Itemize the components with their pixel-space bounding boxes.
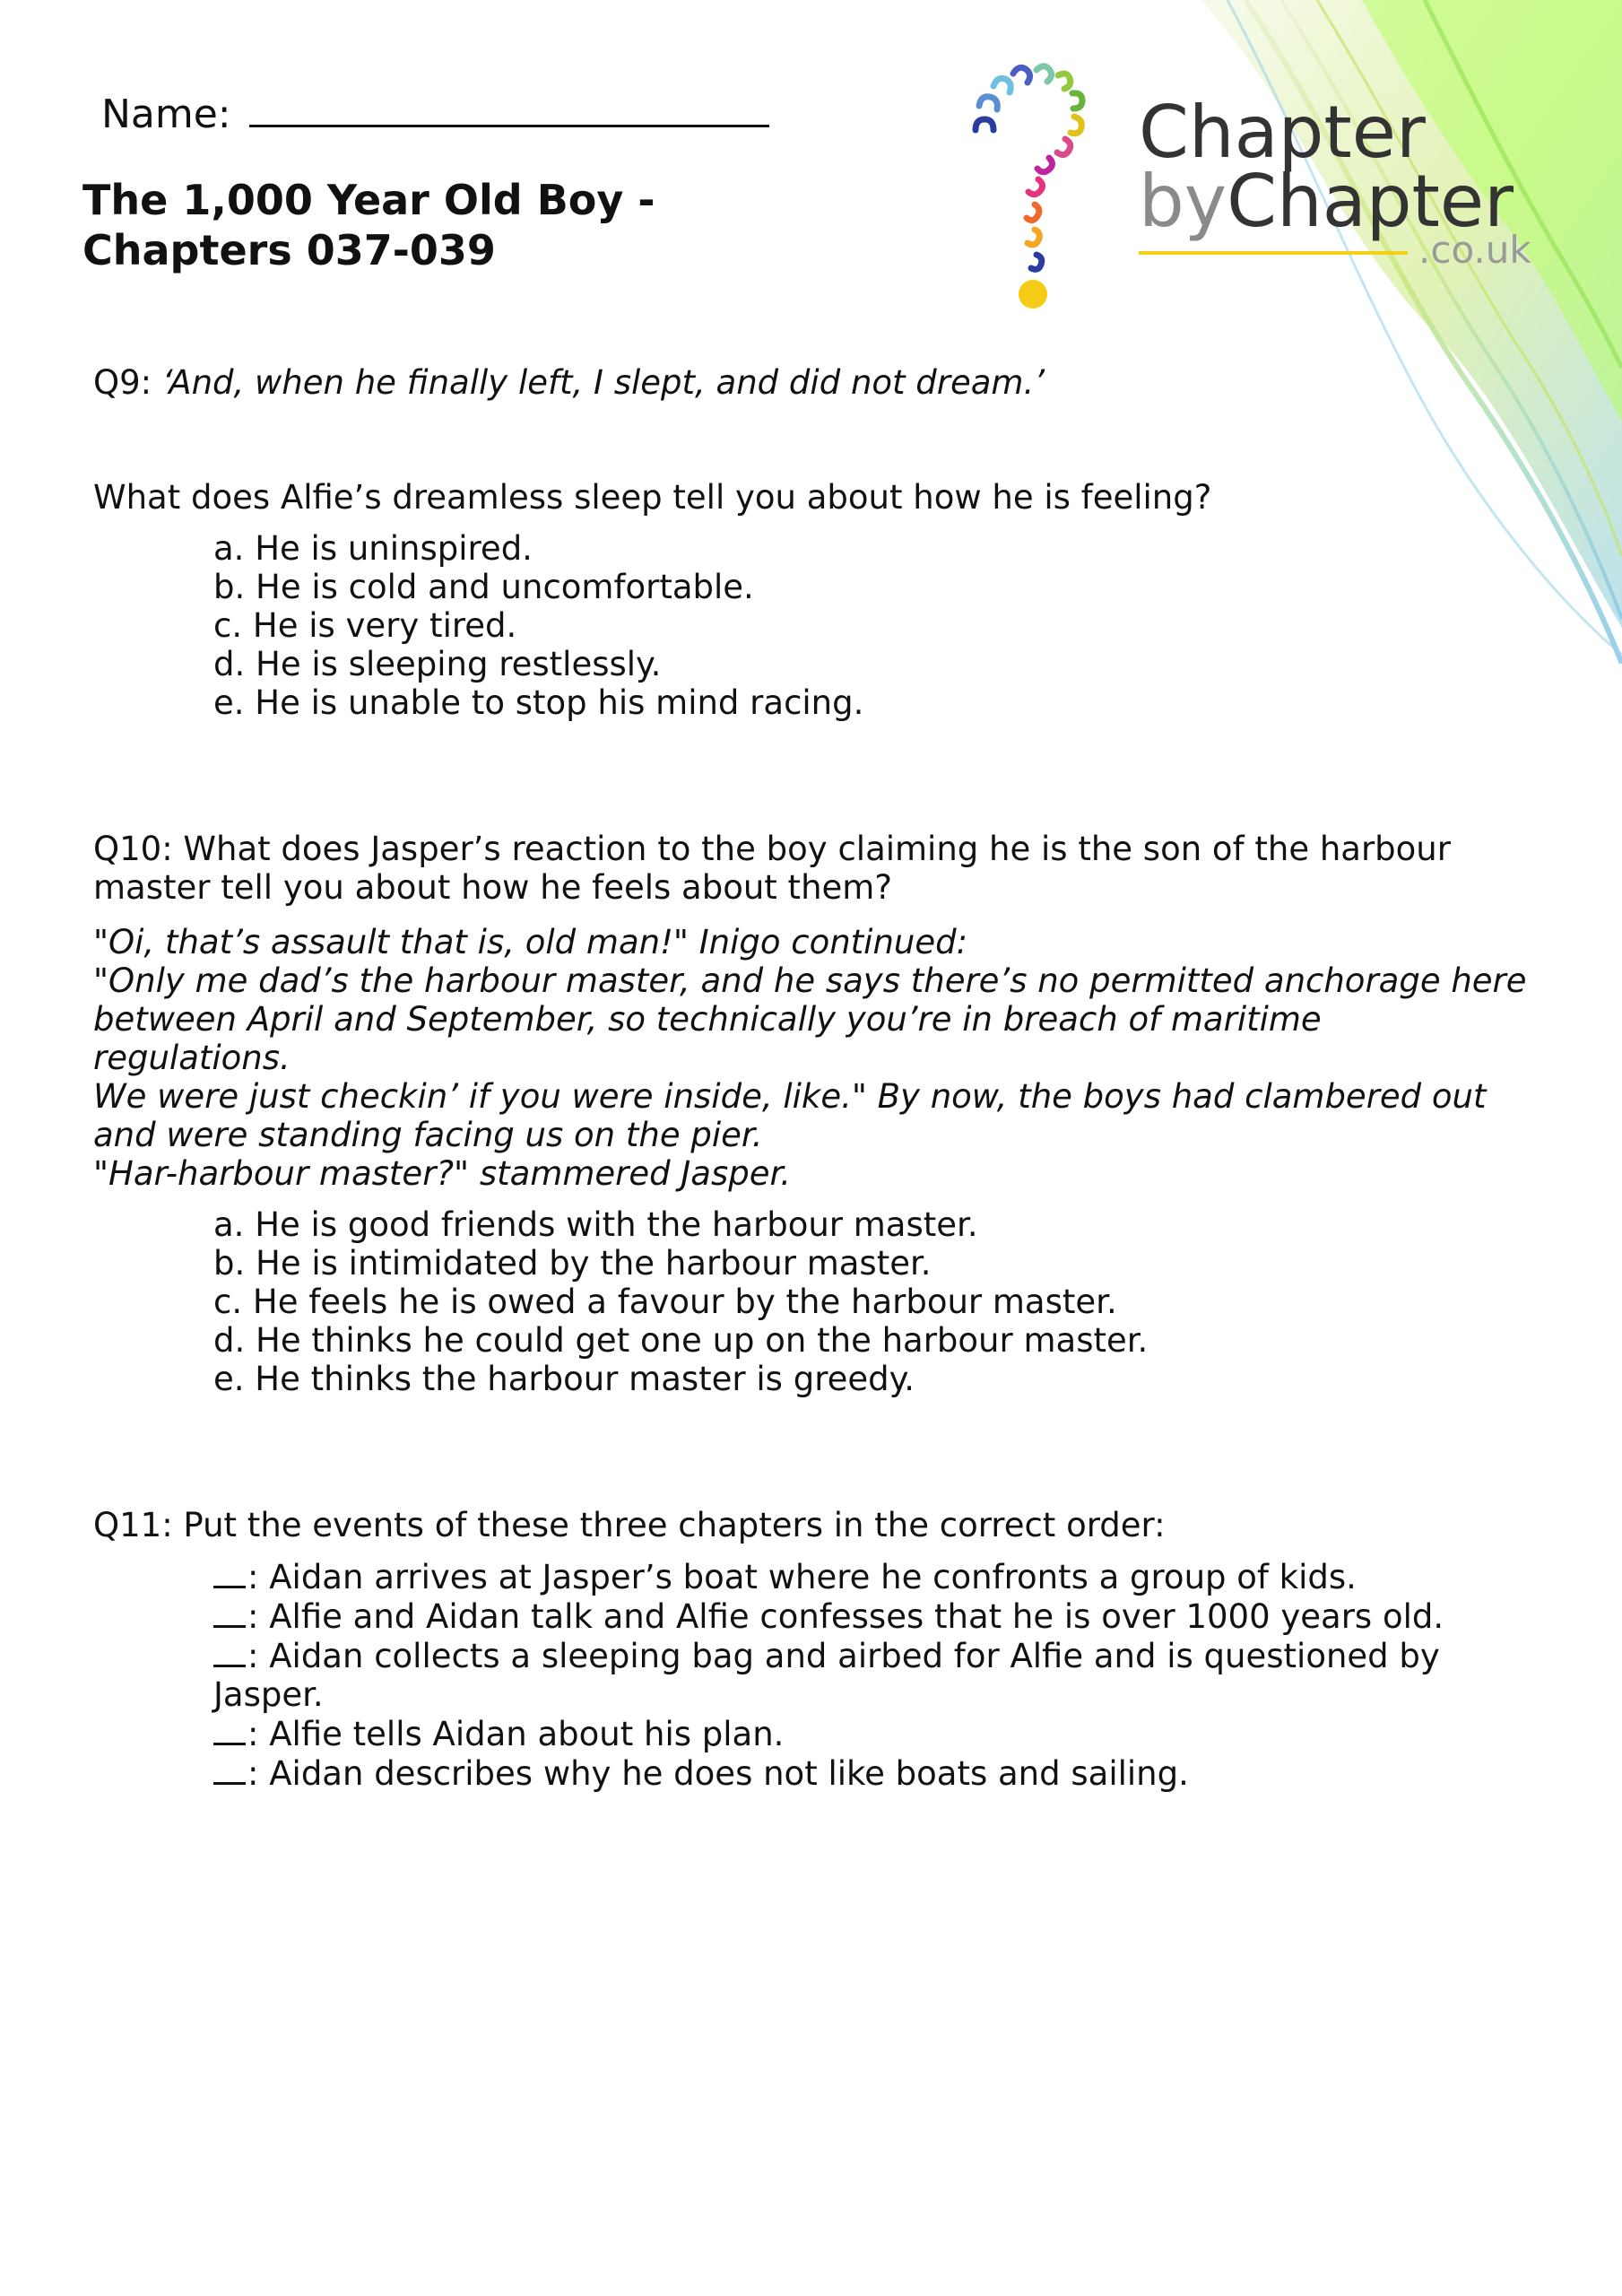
q9-prompt xyxy=(93,363,1528,402)
chapter-by-chapter-logo xyxy=(959,54,1551,314)
questions xyxy=(93,363,1528,1793)
logo-word-chapter: Chapter xyxy=(1139,91,1426,174)
q11-event-3-continued: Jasper. xyxy=(213,1675,324,1714)
order-blank[interactable] xyxy=(213,1714,246,1745)
passage-line: "Only me dad’s the harbour master, and he says there’s no permitted anchorage here xyxy=(93,961,1527,1000)
title-line-1: The 1,000 Year Old Boy - xyxy=(82,176,655,224)
q11-events xyxy=(213,1557,1528,1793)
q9-option-e[interactable]: e. He is unable to stop his mind racing. xyxy=(213,683,864,722)
event-text: : Alfie and Aidan talk and Alfie confesses that he is over 1000 years old. xyxy=(247,1597,1444,1636)
q11-event-2 xyxy=(213,1596,1528,1636)
event-text: : Aidan collects a sleeping bag and airbed for Alfie and is questioned by xyxy=(247,1637,1440,1675)
order-blank[interactable] xyxy=(213,1596,246,1628)
title-line-2: Chapters 037-039 xyxy=(82,226,496,274)
spacer xyxy=(93,1398,1528,1506)
spacer xyxy=(93,722,1528,830)
q10-option-a[interactable]: a. He is good friends with the harbour master. xyxy=(213,1205,978,1244)
q11-question: Q11: Put the events of these three chapters in the correct order: xyxy=(93,1506,1166,1544)
q10-question xyxy=(93,830,1528,907)
q11-event-3 xyxy=(213,1636,1528,1675)
q9-label: Q9: xyxy=(93,363,152,402)
q11-event-1 xyxy=(213,1557,1528,1596)
q9-option-a[interactable]: a. He is uninspired. xyxy=(213,529,533,568)
event-text: : Aidan arrives at Jasper’s boat where he confronts a group of kids. xyxy=(247,1558,1357,1596)
q10-option-c[interactable]: c. He feels he is owed a favour by the harbour master. xyxy=(213,1283,1117,1321)
q10-option-d[interactable]: d. He thinks he could get one up on the harbour master. xyxy=(213,1321,1149,1360)
q9-question: What does Alfie’s dreamless sleep tell you about how he is feeling? xyxy=(93,478,1212,517)
logo-domain: .co.uk xyxy=(1418,228,1531,272)
q10-options xyxy=(213,1205,1528,1398)
q10-question-line-1: Q10: What does Jasper’s reaction to the boy claiming he is the son of the harbour xyxy=(93,830,1451,868)
q9-quote: ‘And, when he finally left, I slept, and did not dream.’ xyxy=(161,363,1045,402)
question-mark-books-icon xyxy=(959,54,1103,314)
question-11 xyxy=(93,1506,1528,1793)
event-text: : Alfie tells Aidan about his plan. xyxy=(247,1715,785,1753)
q9-option-b[interactable]: b. He is cold and uncomfortable. xyxy=(213,568,754,606)
question-10 xyxy=(93,830,1528,1398)
q10-passage xyxy=(93,923,1528,1193)
order-blank[interactable] xyxy=(213,1557,246,1588)
passage-line: "Oi, that’s assault that is, old man!" Inigo continued: xyxy=(93,923,968,961)
name-label: Name: xyxy=(101,91,231,137)
logo-word-by: by xyxy=(1139,160,1227,243)
q11-event-5 xyxy=(213,1753,1528,1793)
name-blank-line[interactable] xyxy=(249,92,769,127)
logo-word-bychapter xyxy=(1139,160,1514,243)
q9-option-c[interactable]: c. He is very tired. xyxy=(213,606,517,645)
passage-line: between April and September, so technically you’re in breach of maritime regulations. xyxy=(93,1000,1322,1077)
q9-options xyxy=(213,529,1528,722)
order-blank[interactable] xyxy=(213,1753,246,1785)
question-9 xyxy=(93,363,1528,402)
logo-word-chapter-2: Chapter xyxy=(1227,160,1514,243)
order-blank[interactable] xyxy=(213,1636,246,1667)
q9-option-d[interactable]: d. He is sleeping restlessly. xyxy=(213,645,662,683)
logo-underline xyxy=(1139,251,1408,255)
question-9-body xyxy=(93,478,1528,722)
name-field[interactable] xyxy=(101,91,769,137)
passage-line: We were just checkin’ if you were inside, like." By now, the boys had clambered out xyxy=(93,1077,1487,1116)
event-text: : Aidan describes why he does not like boats and sailing. xyxy=(247,1754,1189,1793)
passage-line: and were standing facing us on the pier. xyxy=(93,1116,763,1154)
q10-question-line-2: master tell you about how he feels about them? xyxy=(93,868,892,907)
passage-line: "Har-harbour master?" stammered Jasper. xyxy=(93,1154,792,1193)
q11-event-4 xyxy=(213,1714,1528,1753)
q10-option-e[interactable]: e. He thinks the harbour master is greedy. xyxy=(213,1360,915,1398)
q10-option-b[interactable]: b. He is intimidated by the harbour master. xyxy=(213,1244,932,1283)
worksheet-title xyxy=(82,175,710,275)
